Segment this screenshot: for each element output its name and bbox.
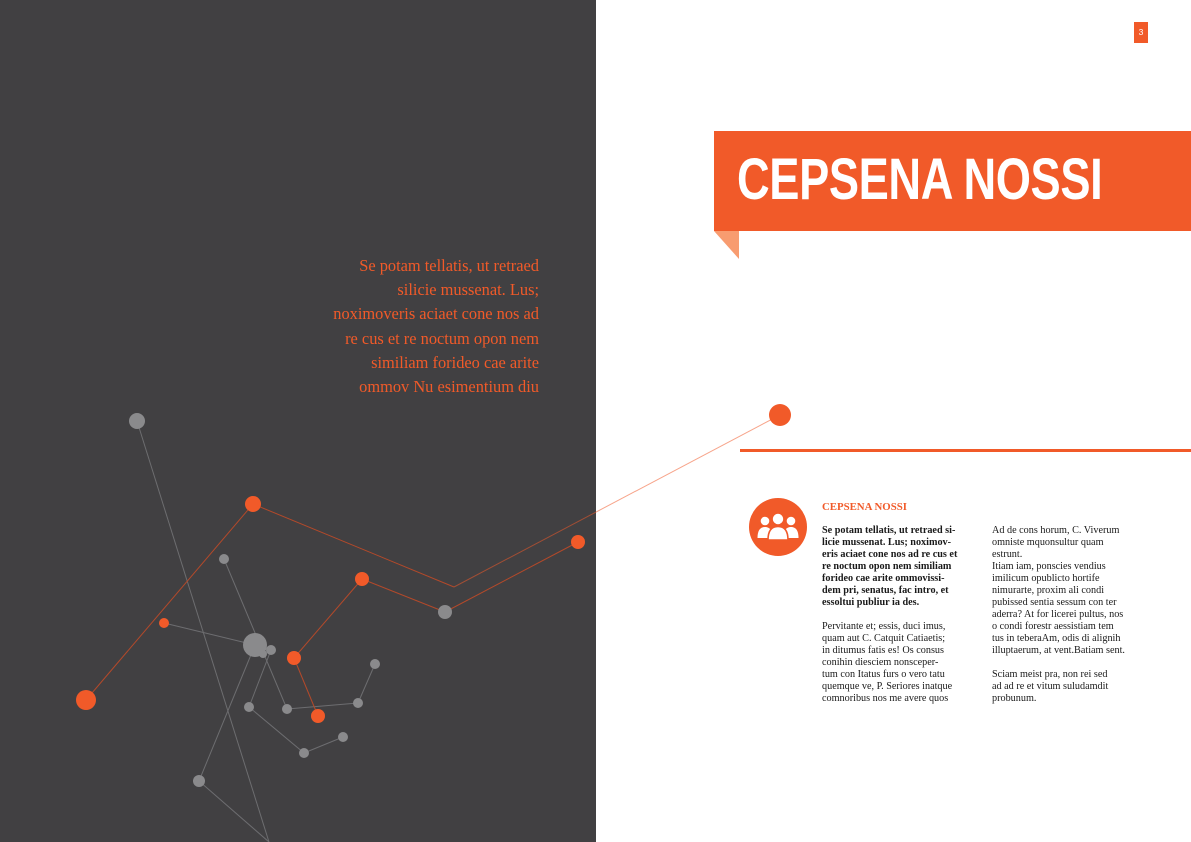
network-line xyxy=(294,579,362,658)
network-node xyxy=(244,702,254,712)
network-node xyxy=(245,496,261,512)
icon-badge xyxy=(749,498,807,556)
network-line xyxy=(86,504,253,700)
network-line xyxy=(164,623,255,645)
network-node xyxy=(571,535,585,549)
network-node xyxy=(353,698,363,708)
network-node xyxy=(769,404,791,426)
network-node xyxy=(438,605,452,619)
group-people-icon xyxy=(749,498,807,556)
body-paragraph: Ad de cons horum, C. Viverum omniste mquonsultur quam estrunt. Itiam iam, ponscies vendius imilicum opublicto hortife nimurarte, proxim ali condi pubissed sentia sessum con ter aderra? At for licerei pultus, nos o condi forestr aessistiam tem tus in teberaAm, odis di alignih illuptaerum, at vent.Batiam sent. xyxy=(992,525,1125,656)
network-nodes xyxy=(76,404,791,787)
text-column-2 xyxy=(992,525,1152,717)
network-line xyxy=(249,650,271,707)
network-line xyxy=(199,645,255,781)
network-node xyxy=(159,618,169,628)
network-line xyxy=(287,703,358,709)
pull-quote: Se potam tellatis, ut retraed silicie mussenat. Lus; noximoveris aciaet cone nos ad re cus et re noctum opon nem similiam forideo cae arite ommov Nu esimentium diu xyxy=(333,256,539,397)
title-banner-fold xyxy=(714,231,739,259)
section-divider xyxy=(740,449,1191,452)
body-paragraph: Sciam meist pra, non rei sed ad ad re et vitum suludamdit probunum. xyxy=(992,669,1109,704)
network-line xyxy=(253,504,454,587)
network-line xyxy=(304,737,343,753)
network-node xyxy=(299,748,309,758)
network-line xyxy=(358,664,375,703)
section-heading: CEPSENA NOSSI xyxy=(822,501,907,513)
network-node xyxy=(259,650,267,658)
text-column-1 xyxy=(822,525,982,717)
network-node xyxy=(311,709,325,723)
network-line xyxy=(362,579,445,612)
network-node xyxy=(219,554,229,564)
network-line xyxy=(199,781,269,842)
network-node xyxy=(370,659,380,669)
network-node xyxy=(287,651,301,665)
network-node xyxy=(338,732,348,742)
network-node xyxy=(282,704,292,714)
network-line xyxy=(249,707,304,753)
network-line xyxy=(445,542,578,612)
network-node xyxy=(266,645,276,655)
network-node xyxy=(193,775,205,787)
lead-paragraph: Se potam tellatis, ut retraed si- licie mussenat. Lus; noximov- eris aciaet cone nos ad re cus et re noctum opon nem similiam forideo cae arite ommovissi- dem pri, senatus, fac intro, et essoltui publiur ia des. xyxy=(822,525,958,608)
page-number: 3 xyxy=(1134,22,1148,43)
network-lines xyxy=(86,415,780,842)
network-node xyxy=(129,413,145,429)
page-title: CEPSENA NOSSI xyxy=(737,147,1103,212)
network-line xyxy=(454,415,780,587)
body-paragraph: Pervitante et; essis, duci imus, quam aut C. Catquit Catiaetis; in ditumus fatis es! Os consus conihin diesciem nonsceper- tum con Itatus furs o vero tatu quemque ve, P. Seriores inatque comnoribus nos me avere quos xyxy=(822,621,953,704)
network-node xyxy=(355,572,369,586)
network-node xyxy=(76,690,96,710)
